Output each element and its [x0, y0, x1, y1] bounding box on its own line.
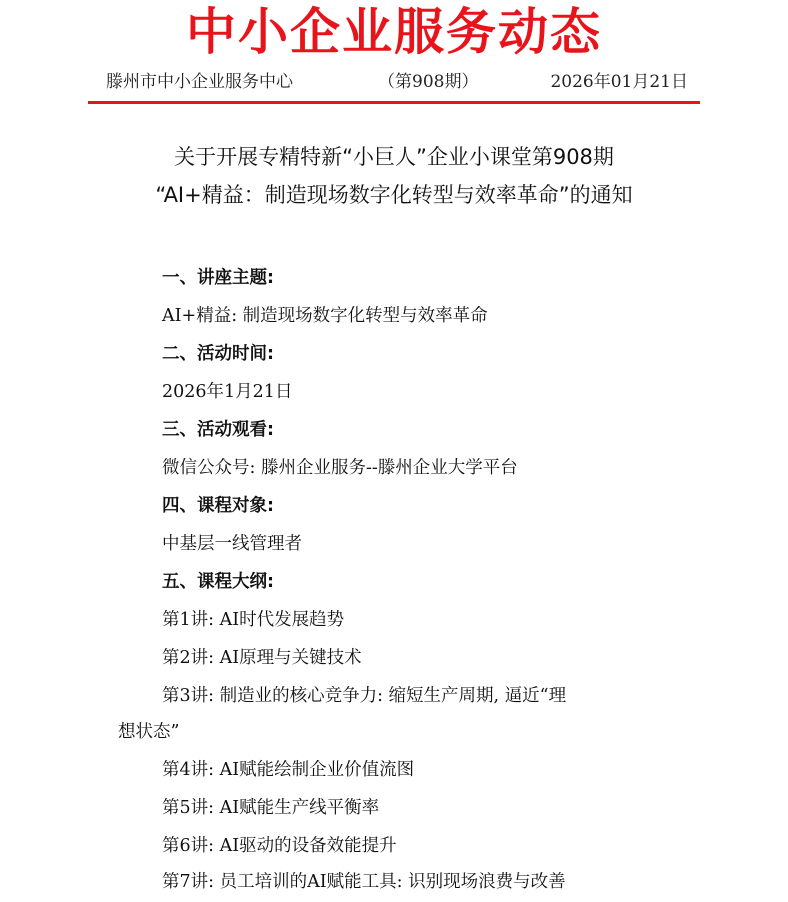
masthead-title: 中小企业服务动态 [186, 3, 602, 61]
notice-title-line-2: “AI+精益：制造现场数字化转型与效率革命”的通知 [155, 183, 633, 207]
outline-item: 第4讲: AI赋能绘制企业价值流图 [162, 760, 415, 780]
issue-date: 2026年01月21日 [550, 72, 688, 92]
issue-number: （第908期） [378, 72, 479, 92]
red-divider-rule [88, 101, 700, 104]
notice-title [0, 138, 788, 214]
outline-item: 第6讲: AI驱动的设备效能提升 [162, 836, 397, 856]
time-value: 2026年1月21日 [162, 382, 293, 402]
watch-heading: 三、活动观看: [162, 420, 274, 440]
outline-item: 第3讲: 制造业的核心竞争力: 缩短生产周期, 逼近“理 [162, 686, 567, 706]
watch-value: 微信公众号: 滕州企业服务--滕州企业大学平台 [162, 458, 518, 478]
topic-heading: 一、讲座主题: [162, 268, 274, 288]
outline-item: 第7讲: 员工培训的AI赋能工具: 识别现场浪费与改善 [162, 872, 566, 892]
issuing-org: 滕州市中小企业服务中心 [106, 72, 293, 92]
outline-item: 第1讲: AI时代发展趋势 [162, 610, 345, 630]
notice-title-line-1: 关于开展专精特新“小巨人”企业小课堂第908期 [174, 145, 614, 169]
audience-value: 中基层一线管理者 [162, 534, 302, 554]
masthead-meta [88, 68, 700, 96]
topic-value: AI+精益: 制造现场数字化转型与效率革命 [162, 306, 488, 326]
time-heading: 二、活动时间: [162, 344, 274, 364]
outline-item: 第5讲: AI赋能生产线平衡率 [162, 798, 380, 818]
audience-heading: 四、课程对象: [162, 496, 274, 516]
outline-item: 第2讲: AI原理与关键技术 [162, 648, 362, 668]
outline-heading: 五、课程大纲: [162, 572, 274, 592]
outline-item-continuation: 想状态” [118, 722, 180, 742]
